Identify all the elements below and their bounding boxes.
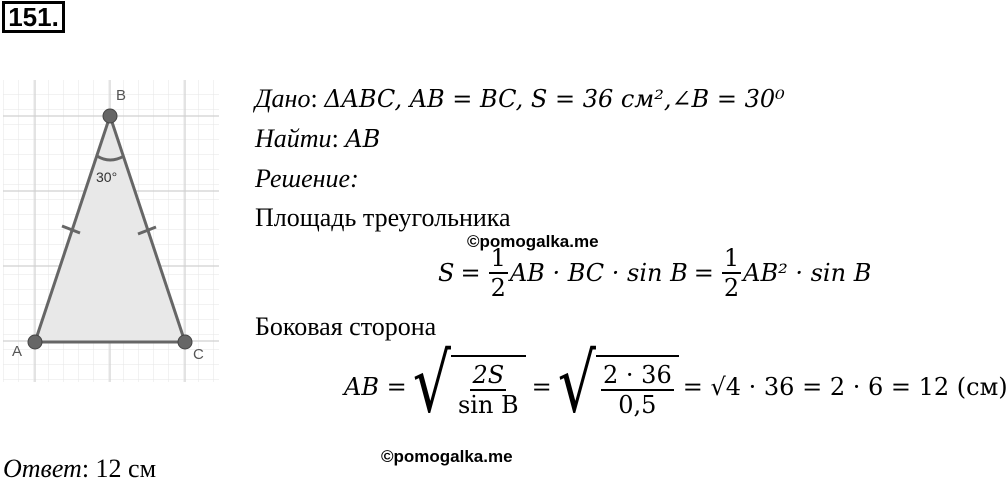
find-line: Найти: AB [255, 124, 381, 153]
find-text: AB [345, 125, 381, 153]
area-term-1: AB · BC · sin B [509, 259, 688, 287]
side-lhs: AB = [344, 373, 407, 401]
vertex-a-label: A [12, 343, 23, 360]
problem-number: 151. [2, 1, 65, 33]
area-formula [438, 244, 871, 302]
area-eq-1: = [460, 259, 481, 287]
area-s: S [438, 259, 455, 287]
vertex-b-label: B [116, 87, 127, 104]
vertex-c-label: C [193, 346, 204, 363]
vertex-b-point [103, 109, 117, 123]
frac2-den: 0,5 [618, 391, 657, 419]
frac1-den: sin B [457, 391, 519, 419]
frac2-num: 2 · 36 [603, 361, 672, 389]
sqrt-2 [557, 337, 679, 432]
vertex-c-point [178, 335, 192, 349]
answer-line [3, 454, 156, 484]
area-heading: Площадь треугольника [255, 203, 511, 232]
side-tail: = √4 · 36 = 2 · 6 = 12 (см) [682, 373, 1008, 401]
watermark-bottom: ©pomogalka.me [381, 447, 513, 466]
fraction-half-1: $\frac{1}{2}$ [490, 244, 506, 302]
solution-line: Решение: [255, 164, 359, 193]
triangle-figure [0, 78, 222, 388]
radical-icon: √ [557, 337, 597, 432]
answer-label: Ответ [3, 454, 82, 483]
sqrt-1 [412, 337, 526, 432]
given-label: Дано [255, 84, 311, 113]
angle-label: 30° [96, 169, 118, 185]
vertex-a-point [28, 335, 42, 349]
frac1-num: 2S [472, 361, 505, 389]
area-eq-2: = [693, 259, 714, 287]
side-formula: AB = √ $\frac{2S}{\text{sin B}}$ = √ $\frac{2 \cdot 36}{0,5}$ = √4 · 36 = 2 · 6 = 12 (см) [344, 337, 1008, 432]
solution-label: Решение [255, 164, 351, 193]
find-label: Найти [255, 124, 332, 153]
radical-icon: √ [412, 337, 451, 432]
watermark-top: ©pomogalka.me [467, 232, 599, 251]
area-term-2: AB² · sin B [743, 259, 872, 287]
side-heading: Боковая сторона [255, 312, 437, 341]
fraction-half-2: $\frac{1}{2}$ [723, 244, 740, 302]
given-line: Дано: ΔABC, AB = BC, S = 36 см²,∠B = 30⁰ [255, 84, 785, 113]
answer-text: : 12 см [81, 454, 157, 483]
given-text: ΔABC, AB = BC, S = 36 см²,∠B = 30⁰ [324, 85, 785, 113]
